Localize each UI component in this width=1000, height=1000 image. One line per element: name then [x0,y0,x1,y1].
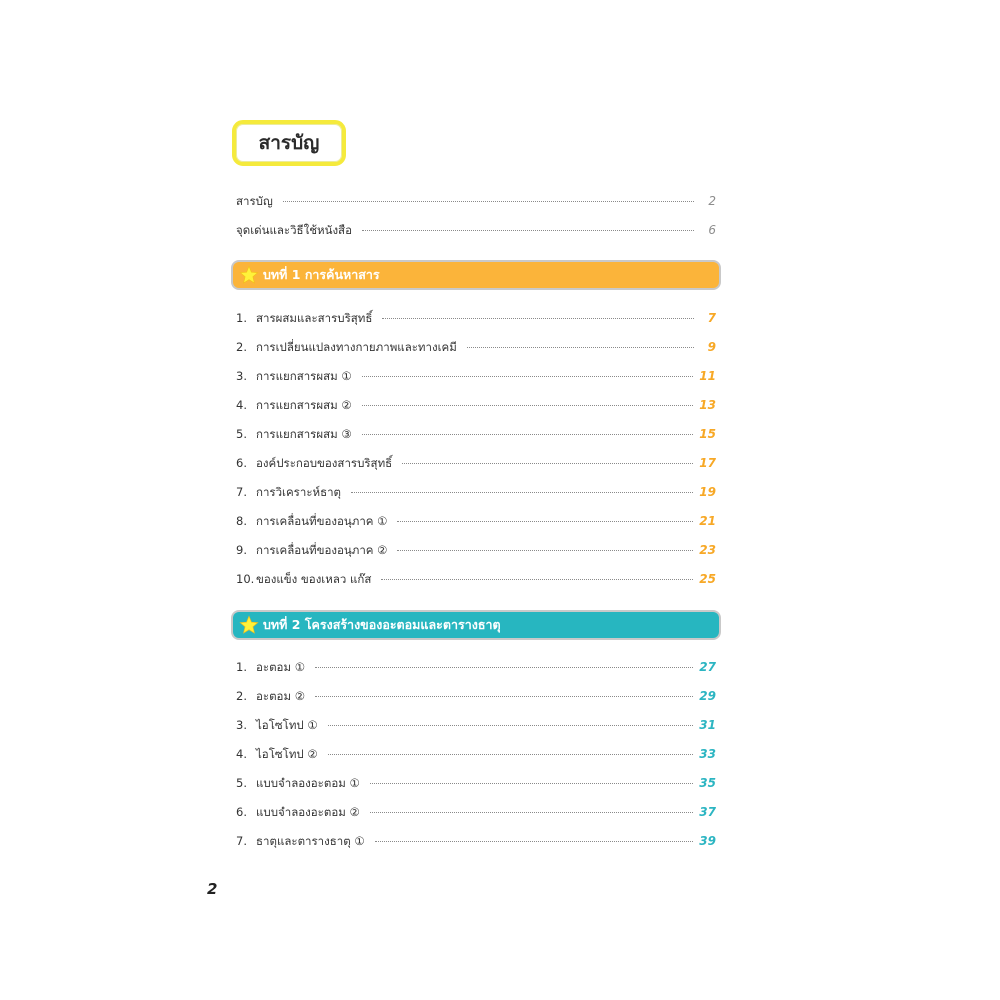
toc-entry-label: ไอโซโทป ② [256,747,318,761]
toc-entry-label: การเคลื่อนที่ของอนุภาค ② [256,543,388,557]
toc-entry-page: 19 [699,485,716,499]
toc-entry-label: อะตอม ② [256,689,306,703]
toc-entry-label: การแยกสารผสม ① [256,369,352,383]
dot-leader [328,753,694,755]
toc-entry-number: 1. [236,660,247,674]
toc-entry-page: 21 [699,514,716,528]
toc-entry-page: 17 [699,456,716,470]
toc-entry-number: 2. [236,340,247,354]
toc-entry[interactable] [236,368,716,388]
chapter-2-banner[interactable] [233,612,719,638]
chapter-2-title: บทที่ 2 โครงสร้างของอะตอมและตารางธาตุ [263,617,501,632]
toc-entry-number: 1. [236,311,247,325]
toc-entry[interactable] [236,717,716,737]
toc-entry-label: แบบจำลองอะตอม ② [256,805,360,819]
toc-entry[interactable] [236,513,716,533]
toc-entry-number: 6. [236,805,247,819]
toc-title-box [232,120,346,166]
dot-leader [370,811,694,813]
toc-entry-number: 7. [236,834,247,848]
toc-entry-number: 4. [236,747,247,761]
dot-leader [397,520,693,522]
dot-leader [328,724,694,726]
toc-entry[interactable] [236,571,716,591]
dot-leader [362,433,694,435]
toc-entry-page: 37 [699,805,716,819]
dot-leader [381,578,693,580]
toc-entry-page: 7 [707,311,716,325]
chapter-1-title: บทที่ 1 การค้นหาสาร [263,267,380,282]
toc-entry-number: 9. [236,543,247,557]
toc-entry-label: อะตอม ① [256,660,306,674]
dot-leader [351,491,693,493]
page-number: 2 [207,880,218,898]
toc-entry[interactable] [236,833,716,853]
toc-entry-number: 10. [236,572,255,586]
toc-entry-number: 3. [236,718,247,732]
toc-entry-page: 13 [699,398,716,412]
toc-entry-number: 6. [236,456,247,470]
toc-entry[interactable] [236,339,716,359]
toc-entry[interactable] [236,426,716,446]
toc-entry-label: จุดเด่นและวิธีใช้หนังสือ [236,223,352,237]
toc-entry-number: 8. [236,514,247,528]
toc-entry-number: 7. [236,485,247,499]
toc-entry-page: 39 [699,834,716,848]
toc-entry-label: การแยกสารผสม ② [256,398,352,412]
toc-entry-page: 31 [699,718,716,732]
toc-entry-number: 3. [236,369,247,383]
toc-entry-page: 35 [699,776,716,790]
star-icon [239,615,259,635]
toc-entry-label: แบบจำลองอะตอม ① [256,776,360,790]
dot-leader [315,666,693,668]
toc-entry-label: องค์ประกอบของสารบริสุทธิ์ [256,456,393,470]
dot-leader [362,404,694,406]
toc-entry[interactable] [236,455,716,475]
toc-entry-intro[interactable] [236,222,716,242]
toc-entry-page: 6 [708,223,716,237]
toc-entry[interactable] [236,397,716,417]
toc-entry-label: การแยกสารผสม ③ [256,427,352,441]
dot-leader [397,549,693,551]
toc-entry-number: 5. [236,427,247,441]
dot-leader [283,200,694,202]
toc-entry[interactable] [236,775,716,795]
toc-entry-label: การวิเคราะห์ธาตุ [256,485,342,499]
toc-entry[interactable] [236,310,716,330]
page-title: สารบัญ [258,132,320,154]
chapter-1-banner[interactable] [233,262,719,288]
toc-entry[interactable] [236,542,716,562]
toc-entry-label: ไอโซโทป ① [256,718,318,732]
toc-entry[interactable] [236,484,716,504]
dot-leader [362,229,694,231]
toc-entry-page: 2 [708,194,716,208]
toc-entry-page: 33 [699,747,716,761]
dot-leader [467,346,694,348]
toc-entry-page: 11 [699,369,716,383]
toc-entry-label: ธาตุและตารางธาตุ ① [256,834,365,848]
toc-entry[interactable] [236,804,716,824]
star-icon [239,265,259,285]
dot-leader [375,840,694,842]
toc-entry-label: ของแข็ง ของเหลว แก๊ส [256,572,372,586]
toc-entry-label: การเคลื่อนที่ของอนุภาค ① [256,514,388,528]
toc-entry-label: การเปลี่ยนแปลงทางกายภาพและทางเคมี [256,340,457,354]
toc-entry-number: 5. [236,776,247,790]
toc-entry-page: 29 [699,689,716,703]
toc-entry-page: 25 [699,572,716,586]
toc-entry-number: 4. [236,398,247,412]
toc-entry[interactable] [236,659,716,679]
dot-leader [370,782,694,784]
toc-entry[interactable] [236,688,716,708]
toc-entry-page: 27 [699,660,716,674]
dot-leader [402,462,693,464]
dot-leader [362,375,694,377]
toc-entry-label: สารบัญ [236,194,273,208]
dot-leader [315,695,693,697]
toc-entry-page: 23 [699,543,716,557]
toc-entry-number: 2. [236,689,247,703]
dot-leader [382,317,694,319]
toc-entry-intro[interactable] [236,193,716,213]
toc-entry-page: 15 [699,427,716,441]
toc-entry[interactable] [236,746,716,766]
toc-entry-label: สารผสมและสารบริสุทธิ์ [256,311,373,325]
toc-entry-page: 9 [707,340,716,354]
